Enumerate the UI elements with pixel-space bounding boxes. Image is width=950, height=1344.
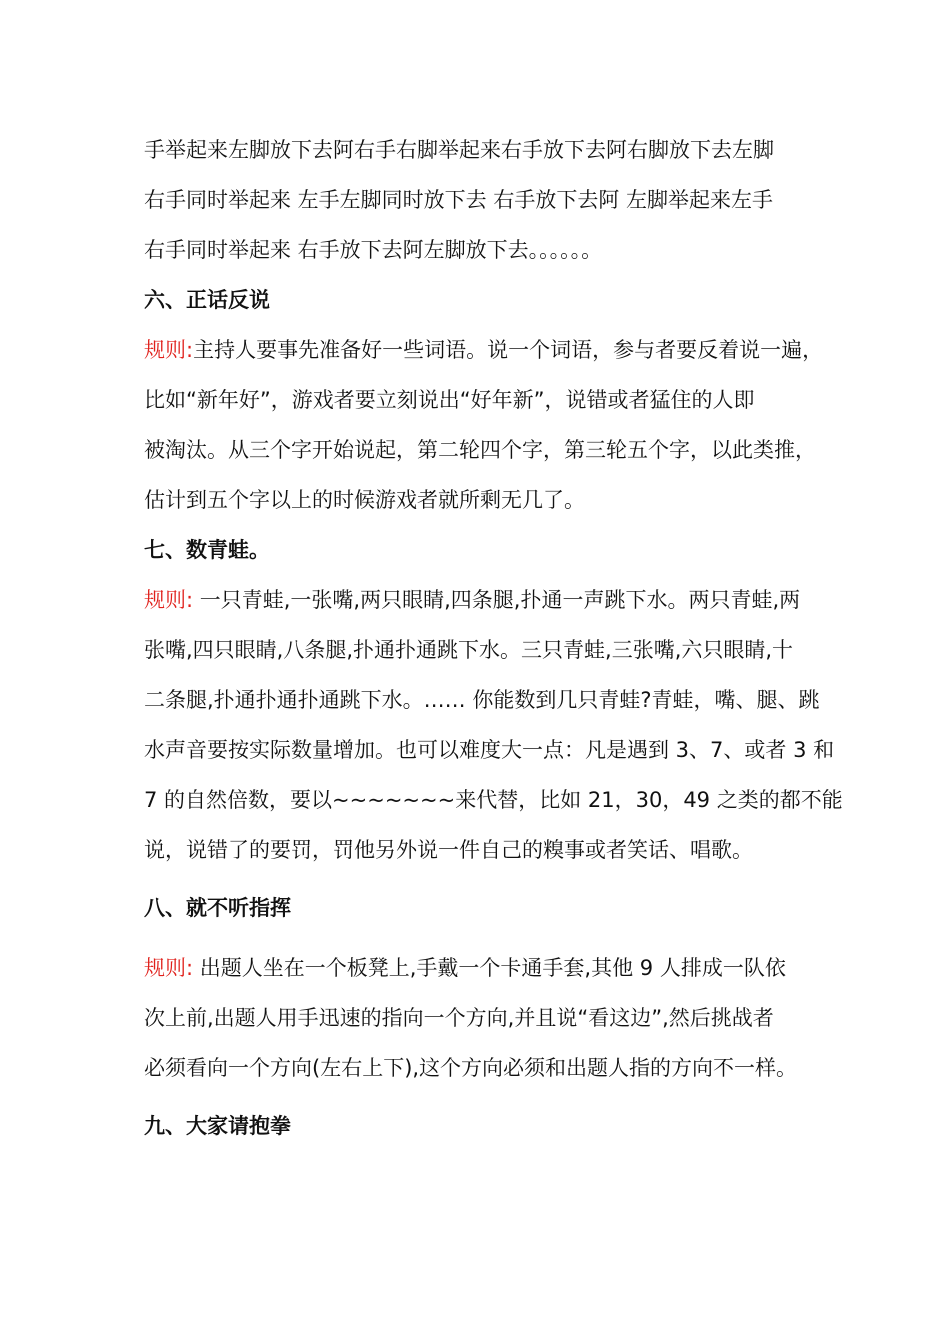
section-6-line-2: 比如“新年好”，游戏者要立刻说出“好年新”，说错或者猛住的人即	[144, 388, 755, 412]
intro-line-2: 右手同时举起来 左手左脚同时放下去 右手放下去阿 左脚举起来左手	[144, 188, 774, 212]
section-7-line-4: 水声音要按实际数量增加。也可以难度大一点：凡是遇到 3、7、或者 3 和	[144, 738, 835, 762]
rule-label: 规则:	[144, 956, 194, 980]
section-7-line-5: 7 的自然倍数，要以~~~~~~~来代替，比如 21，30，49 之类的都不能	[144, 788, 843, 812]
rule-label: 规则:	[144, 588, 194, 612]
section-7-line-1	[144, 586, 824, 614]
section-6-line-1	[144, 336, 824, 364]
section-heading-7: 七、数青蛙。	[144, 538, 270, 562]
rule-text: 出题人坐在一个板凳上,手戴一个卡通手套,其他 9 人排成一队依	[193, 956, 786, 980]
section-8-line-3: 必须看向一个方向(左右上下),这个方向必须和出题人指的方向不一样。	[144, 1056, 798, 1080]
section-7-line-6: 说，说错了的要罚，罚他另外说一件自己的糗事或者笑话、唱歌。	[144, 838, 753, 862]
section-6-line-4: 估计到五个字以上的时候游戏者就所剩无几了。	[144, 488, 585, 512]
section-8-line-1	[144, 954, 824, 982]
intro-line-1: 手举起来左脚放下去阿右手右脚举起来右手放下去阿右脚放下去左脚	[144, 138, 774, 162]
section-heading-9: 九、大家请抱拳	[144, 1114, 291, 1138]
rule-text: 一只青蛙,一张嘴,两只眼睛,四条腿,扑通一声跳下水。两只青蛙,两	[193, 588, 801, 612]
section-6-line-3: 被淘汰。从三个字开始说起，第二轮四个字，第三轮五个字，以此类推，	[144, 438, 816, 462]
section-8-line-2: 次上前,出题人用手迅速的指向一个方向,并且说“看这边”,然后挑战者	[144, 1006, 774, 1030]
rule-text: 主持人要事先准备好一些词语。说一个词语，参与者要反着说一遍，	[193, 338, 824, 362]
section-7-line-2: 张嘴,四只眼睛,八条腿,扑通扑通跳下水。三只青蛙,三张嘴,六只眼睛,十	[144, 638, 794, 662]
section-heading-8: 八、就不听指挥	[144, 896, 291, 920]
rule-label: 规则:	[144, 338, 194, 362]
section-heading-6: 六、正话反说	[144, 288, 270, 312]
section-7-line-3: 二条腿,扑通扑通扑通跳下水。…… 你能数到几只青蛙?青蛙，嘴、腿、跳	[144, 688, 820, 712]
intro-line-3: 右手同时举起来 右手放下去阿左脚放下去。。。。。。	[144, 238, 603, 262]
